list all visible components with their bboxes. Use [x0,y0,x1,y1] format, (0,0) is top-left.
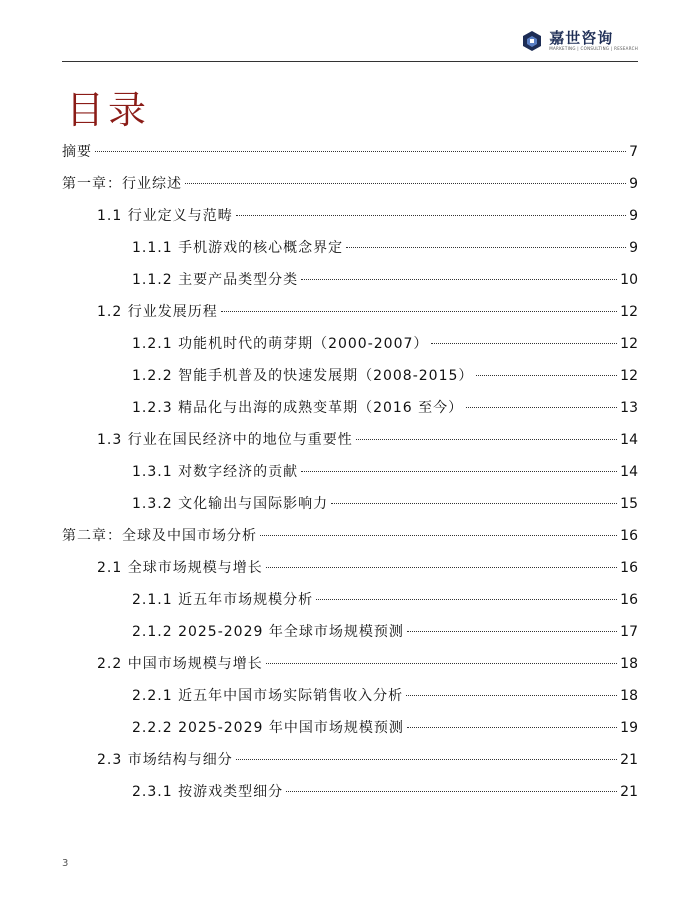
toc-leader [286,791,617,792]
toc-entry-1-2-2[interactable] [62,365,638,387]
toc-entry-page: 12 [620,304,638,320]
toc-leader [407,727,617,728]
toc-entry-page: 16 [620,560,638,576]
toc-leader [476,375,617,376]
toc-entry-page: 17 [620,624,638,640]
toc-entry-2-1[interactable] [62,557,638,579]
toc-entry-1-1[interactable] [62,205,638,227]
toc-entry-label: 1.3.1 对数字经济的贡献 [132,464,299,480]
toc-entry-2-3[interactable] [62,749,638,771]
toc-entry-page: 18 [620,688,638,704]
toc-entry-2-2-2[interactable] [62,717,638,739]
toc-entry-page: 9 [629,208,638,224]
toc-leader [431,343,617,344]
toc-leader [301,471,617,472]
toc-entry-page: 12 [620,336,638,352]
toc-leader [346,247,626,248]
brand-logo-icon [521,30,543,52]
toc-entry-label: 1.3.2 文化输出与国际影响力 [132,496,329,512]
toc-title: 目录 [66,88,151,132]
toc-entry-page: 18 [620,656,638,672]
toc-entry-page: 12 [620,368,638,384]
toc-leader [331,503,617,504]
toc-entry-page: 7 [629,144,638,160]
toc-leader [316,599,617,600]
toc-entry-2-2[interactable] [62,653,638,675]
toc-entry-label: 1.2.2 智能手机普及的快速发展期（2008-2015） [132,368,474,384]
toc-leader [236,759,617,760]
toc-entry-label: 2.1.1 近五年市场规模分析 [132,592,314,608]
toc-entry-label: 1.2.1 功能机时代的萌芽期（2000-2007） [132,336,429,352]
toc-entry-label: 1.2.3 精品化与出海的成熟变革期（2016 至今） [132,400,464,416]
toc-entry-chapter-2[interactable] [62,525,638,547]
toc-leader [266,567,617,568]
toc-entry-label: 1.1.1 手机游戏的核心概念界定 [132,240,344,256]
toc-entry-page: 16 [620,592,638,608]
toc-entry-label: 1.2 行业发展历程 [97,304,218,320]
toc-leader [95,151,626,152]
toc-entry-1-3-2[interactable] [62,493,638,515]
toc-entry-label: 1.1 行业定义与范畴 [97,208,233,224]
toc-entry-page: 13 [620,400,638,416]
toc-entry-label: 2.3 市场结构与细分 [97,752,233,768]
toc-entry-1-3-1[interactable] [62,461,638,483]
toc-entry-page: 16 [620,528,638,544]
toc-leader [266,663,617,664]
toc-leader [221,311,617,312]
toc-entry-page: 9 [629,176,638,192]
toc-entry-label: 1.3 行业在国民经济中的地位与重要性 [97,432,353,448]
toc-entry-label: 2.2.2 2025-2029 年中国市场规模预测 [132,720,404,736]
toc-leader [406,695,617,696]
toc-entry-2-1-2[interactable] [62,621,638,643]
toc-entry-page: 10 [620,272,638,288]
toc-entry-page: 14 [620,464,638,480]
toc-leader [185,183,626,184]
toc-entry-1-1-2[interactable] [62,269,638,291]
toc-entry-label: 2.3.1 按游戏类型细分 [132,784,284,800]
header-divider [62,61,638,62]
toc-entry-label: 第二章：全球及中国市场分析 [62,528,257,544]
toc-entry-label: 摘要 [62,144,92,160]
toc-entry-2-3-1[interactable] [62,781,638,803]
page-number: 3 [62,858,69,869]
toc-entry-label: 1.1.2 主要产品类型分类 [132,272,299,288]
toc-leader [466,407,617,408]
toc-leader [301,279,617,280]
toc-leader [236,215,626,216]
toc-entry-label: 第一章：行业综述 [62,176,182,192]
toc-entry-page: 15 [620,496,638,512]
toc-entry-label: 2.2 中国市场规模与增长 [97,656,263,672]
toc-entry-page: 9 [629,240,638,256]
toc-entry-page: 21 [620,752,638,768]
toc-leader [356,439,617,440]
toc-entry-label: 2.1.2 2025-2029 年全球市场规模预测 [132,624,404,640]
brand-name: 嘉世咨询 [549,29,614,47]
toc-entry-chapter-1[interactable] [62,173,638,195]
toc-leader [407,631,617,632]
toc-leader [260,535,617,536]
toc-entry-1-2-1[interactable] [62,333,638,355]
toc-entry-1-1-1[interactable] [62,237,638,259]
toc-entry-label: 2.2.1 近五年中国市场实际销售收入分析 [132,688,404,704]
toc-entry-page: 21 [620,784,638,800]
toc-entry-1-3[interactable] [62,429,638,451]
toc-entry-page: 14 [620,432,638,448]
toc-entry-2-1-1[interactable] [62,589,638,611]
toc-entry-1-2[interactable] [62,301,638,323]
brand-tagline: MARKETING | CONSULTING | RESEARCH [549,46,638,51]
header-logo [521,30,638,52]
toc-entry-page: 19 [620,720,638,736]
toc-entry-2-2-1[interactable] [62,685,638,707]
toc-entry-1-2-3[interactable] [62,397,638,419]
toc-entry-abstract[interactable] [62,141,638,163]
toc-entry-label: 2.1 全球市场规模与增长 [97,560,263,576]
